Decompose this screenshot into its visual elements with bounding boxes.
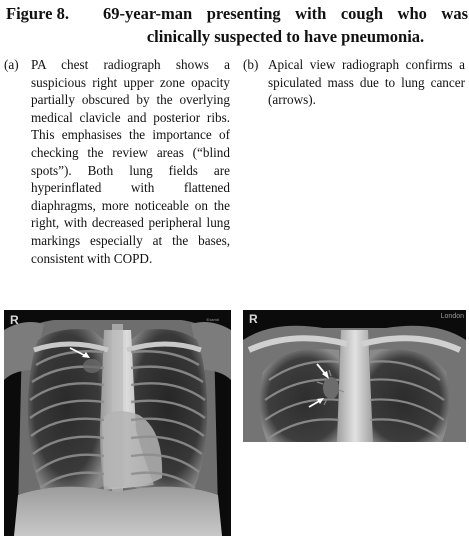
side-marker: R (10, 313, 19, 327)
image-stamp: Exam# (206, 317, 219, 322)
caption-a-text: PA chest radiograph shows a suspicious right upper zone opacity partially obscured by the overlying medical clavicle and posterior ribs. This emphasises the importance of checking the review areas (“blind spots”). Both lung fields are hyperinflated with flattened diaphragms, more noticeable on the right, with decreased peripheral lung markings especially at the bases, consistent with COPD. (31, 57, 230, 266)
caption-b-label: (b) (243, 57, 259, 72)
image-stamp: London (440, 313, 464, 320)
caption-a-label: (a) (4, 57, 19, 72)
apical-view-image (243, 310, 466, 442)
figure-title-text: 69-year-man presenting with cough who was clinically suspected to have pneumonia. (103, 4, 468, 46)
pa-chest-radiograph (4, 310, 231, 536)
figure-number: Figure 8. (6, 4, 69, 23)
side-marker: R (249, 312, 258, 326)
pa-chest-image (4, 310, 231, 536)
apical-view-radiograph (243, 310, 466, 442)
caption-b-text: Apical view radiograph confirms a spiculated mass due to lung cancer (arrows). (268, 57, 465, 108)
